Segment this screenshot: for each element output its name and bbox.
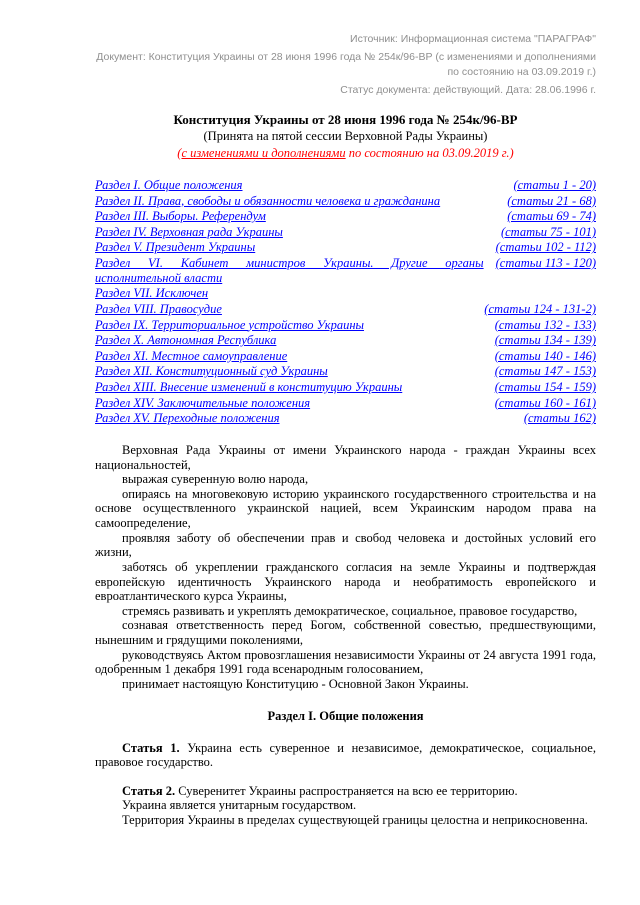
toc-row: [95, 396, 596, 411]
toc-range[interactable]: (статьи 147 - 153): [494, 364, 596, 379]
toc-range[interactable]: (статьи 140 - 146): [494, 348, 596, 363]
article-2-paragraph: Территория Украины в пределах существующей границы целостна и неприкосновенна.: [122, 813, 588, 828]
toc-link[interactable]: Раздел XIV. Заключительные положения: [95, 395, 311, 410]
toc-row: [95, 349, 596, 364]
toc-link[interactable]: Раздел XIII. Внесение изменений в конституцию Украины: [95, 380, 403, 395]
toc-range[interactable]: (статьи 124 - 131-2): [484, 301, 596, 316]
toc-range[interactable]: (статьи 69 - 74): [507, 209, 596, 224]
toc-row: [95, 225, 596, 240]
preamble-paragraph: руководствуясь Актом провозглашения независимости Украины от 24 августа 1991 года, одобренным 1 декабря 1991 года всенародным голосованием,: [95, 647, 596, 677]
toc-link[interactable]: Раздел XV. Переходные положения: [95, 411, 280, 426]
toc-link[interactable]: Раздел X. Автономная Республика: [95, 333, 277, 348]
toc-row: [95, 256, 596, 285]
toc-range[interactable]: (статьи 160 - 161): [494, 395, 596, 410]
toc-row: [95, 411, 596, 426]
toc-link[interactable]: Раздел VI. Кабинет министров Украины. Другие органы исполнительной власти: [95, 256, 484, 285]
toc-range[interactable]: (статьи 1 - 20): [513, 177, 596, 192]
amendments-rest: по состоянию на 03.09.2019 г.): [345, 146, 514, 161]
document-title: Конституция Украины от 28 июня 1996 года № 254к/96-ВР: [173, 111, 518, 127]
meta-source: Источник: Информационная система "ПАРАГРАФ": [350, 33, 596, 45]
preamble-paragraph: Верховная Рада Украины от имени Украинского народа - граждан Украины всех национальностей,: [95, 442, 596, 472]
amendments-open-paren: (: [177, 146, 182, 161]
preamble-paragraph: опираясь на многовековую историю украинского государственного строительства и на основе осуществленного украинской нацией, всем Украинским народом права на самоопределение,: [95, 486, 596, 531]
toc-row: [95, 333, 596, 348]
article-1-number: Статья 1.: [122, 740, 180, 755]
toc-link[interactable]: Раздел III. Выборы. Референдум: [95, 209, 266, 224]
toc-row: [95, 286, 596, 301]
preamble-paragraph: сознавая ответственность перед Богом, собственной совестью, предшествующими, нынешним и грядущими поколениями,: [95, 618, 596, 648]
document-meta: [95, 32, 596, 98]
amendments-line: [95, 145, 596, 162]
toc-range[interactable]: (статьи 102 - 112): [495, 240, 596, 255]
toc-range[interactable]: (статьи 154 - 159): [494, 380, 596, 395]
article-2: [95, 784, 596, 828]
toc-link[interactable]: Раздел IX. Территориальное устройство Украины: [95, 317, 364, 332]
toc-range[interactable]: (статьи 113 - 120): [495, 256, 596, 271]
toc-link[interactable]: Раздел IV. Верховная рада Украины: [95, 224, 283, 239]
toc-row: [95, 178, 596, 193]
toc-link[interactable]: Раздел I. Общие положения: [95, 177, 243, 192]
document-subtitle: (Принята на пятой сессии Верховной Рады Украины): [203, 129, 488, 144]
toc-row: [95, 380, 596, 395]
toc-link[interactable]: Раздел V. Президент Украины: [95, 240, 256, 255]
article-2-lead: [95, 784, 596, 799]
toc-link[interactable]: Раздел VIII. Правосудие: [95, 301, 222, 316]
article-1-lead: [95, 741, 596, 770]
toc-row: [95, 318, 596, 333]
preamble-paragraph: заботясь об укреплении гражданского согласия на земле Украины и подтверждая европейскую идентичность Украинского народа и необратимость европейского и евроатлантического курса Украины,: [95, 559, 596, 604]
preamble-paragraph: выражая суверенную волю народа,: [122, 472, 309, 487]
section-heading: Раздел I. Общие положения: [267, 708, 424, 723]
preamble-paragraph: принимает настоящую Конституцию - Основной Закон Украины.: [122, 676, 469, 691]
preamble-paragraph: проявляя заботу об обеспечении прав и свобод человека и достойных условий его жизни,: [95, 530, 596, 560]
meta-status: Статус документа: действующий. Дата: 28.06.1996 г.: [340, 83, 596, 96]
toc-link[interactable]: Раздел VII. Исключен: [95, 286, 209, 301]
amendments-link[interactable]: с изменениями и дополнениями: [181, 146, 346, 161]
toc-link[interactable]: Раздел II. Права, свободы и обязанности человека и гражданина: [95, 193, 441, 208]
toc-link[interactable]: Раздел XII. Конституционный суд Украины: [95, 364, 328, 379]
toc-row: [95, 194, 596, 209]
article-2-number: Статья 2.: [122, 783, 176, 798]
toc-range[interactable]: (статьи 75 - 101): [500, 224, 596, 239]
toc-row: [95, 364, 596, 379]
toc-link[interactable]: Раздел XI. Местное самоуправление: [95, 348, 288, 363]
preamble: [95, 443, 596, 692]
toc-row: [95, 240, 596, 255]
toc-range[interactable]: (статьи 132 - 133): [494, 317, 596, 332]
title-block: [95, 111, 596, 162]
article-1-text: Украина есть суверенное и независимое, демократическое, социальное, правовое государство.: [95, 740, 596, 770]
meta-document: Документ: Конституция Украины от 28 июня 1996 года № 254к/96-ВР (с изменениями и дополнениями по состоянию на 03.09.2019 г.): [96, 50, 596, 78]
toc-row: [95, 209, 596, 224]
toc-range[interactable]: (статьи 162): [523, 411, 596, 426]
article-2-paragraph: Украина является унитарным государством.: [122, 798, 357, 813]
table-of-contents: [95, 178, 596, 426]
article-1: [95, 741, 596, 770]
toc-range[interactable]: (статьи 21 - 68): [507, 193, 596, 208]
toc-range[interactable]: (статьи 134 - 139): [494, 333, 596, 348]
article-2-text: Суверенитет Украины распространяется на всю ее территорию.: [178, 783, 518, 798]
preamble-paragraph: стремясь развивать и укреплять демократическое, социальное, правовое государство,: [122, 603, 578, 618]
toc-row: [95, 302, 596, 317]
